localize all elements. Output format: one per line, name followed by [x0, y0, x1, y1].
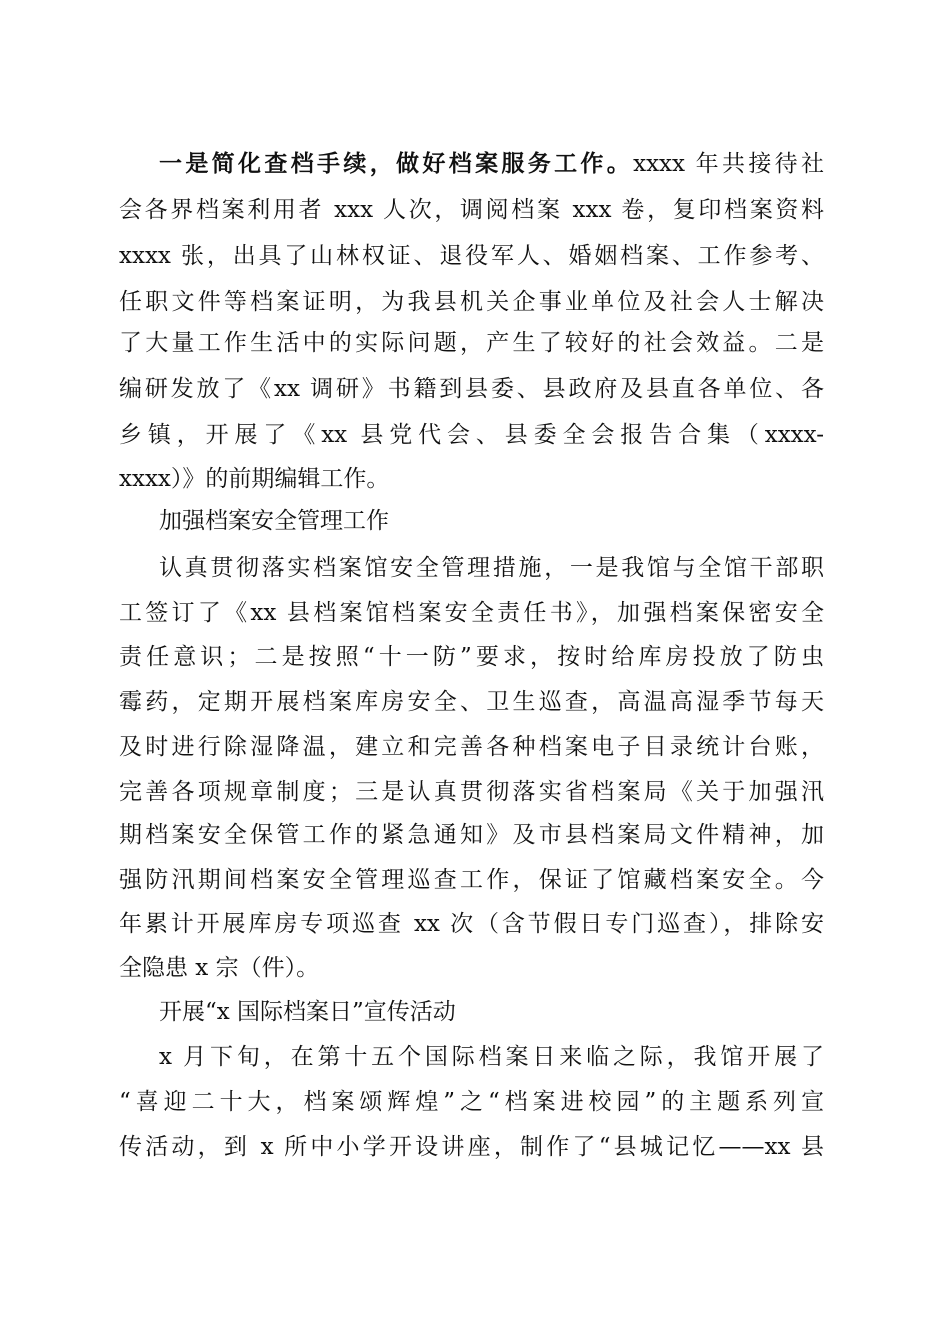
paragraph-line: xxxx 张，出具了山林权证、退役军人、婚姻档案、工作参考、 [119, 243, 824, 269]
paragraph-line: 会各界档案利用者 xxx 人次，调阅档案 xxx 卷，复印档案资料 [119, 197, 824, 223]
paragraph-text: xxxx 年共接待社 [633, 151, 825, 177]
paragraph-line: 全隐患 x 宗（件）。 [119, 955, 320, 981]
paragraph-line [159, 144, 824, 184]
paragraph-line: 完善各项规章制度；三是认真贯彻落实省档案局《关于加强汛 [119, 779, 824, 805]
paragraph-line: 传活动，到 x 所中小学开设讲座，制作了“县城记忆——xx 县 [119, 1134, 824, 1160]
paragraph-lead: 一是简化查档手续，做好档案服务工作。 [159, 150, 634, 177]
section-heading: 加强档案安全管理工作 [159, 508, 389, 534]
section-heading: 开展“x 国际档案日”宣传活动 [159, 999, 456, 1025]
paragraph-line: 强防汛期间档案安全管理巡查工作，保证了馆藏档案安全。今 [119, 867, 824, 893]
paragraph-line: xxxx）》的前期编辑工作。 [119, 466, 390, 492]
paragraph-line: 了大量工作生活中的实际问题，产生了较好的社会效益。二是 [119, 330, 824, 356]
paragraph-line: “喜迎二十大，档案颂辉煌”之“档案进校园”的主题系列宣 [119, 1089, 824, 1115]
paragraph-line: 及时进行除湿降温，建立和完善各种档案电子目录统计台账， [119, 734, 824, 760]
paragraph-line: 工签订了《xx 县档案馆档案安全责任书》，加强档案保密安全 [119, 600, 824, 626]
paragraph-line: 认真贯彻落实档案馆安全管理措施，一是我馆与全馆干部职 [159, 555, 824, 581]
paragraph-line: x 月下旬，在第十五个国际档案日来临之际，我馆开展了 [159, 1044, 824, 1070]
paragraph-line: 编研发放了《xx 调研》书籍到县委、县政府及县直各单位、各 [119, 376, 824, 402]
paragraph-line: 任职文件等档案证明，为我县机关企事业单位及社会人士解决 [119, 289, 824, 315]
paragraph-line: 责任意识；二是按照“十一防”要求，按时给库房投放了防虫 [119, 644, 824, 670]
paragraph-line: 霉药，定期开展档案库房安全、卫生巡查，高温高湿季节每天 [119, 689, 824, 715]
paragraph-line: 期档案安全保管工作的紧急通知》及市县档案局文件精神，加 [119, 822, 824, 848]
paragraph-line: 年累计开展库房专项巡查 xx 次（含节假日专门巡查），排除安 [119, 911, 824, 937]
paragraph-line: 乡镇，开展了《xx 县党代会、县委全会报告合集（xxxx- [119, 422, 824, 448]
